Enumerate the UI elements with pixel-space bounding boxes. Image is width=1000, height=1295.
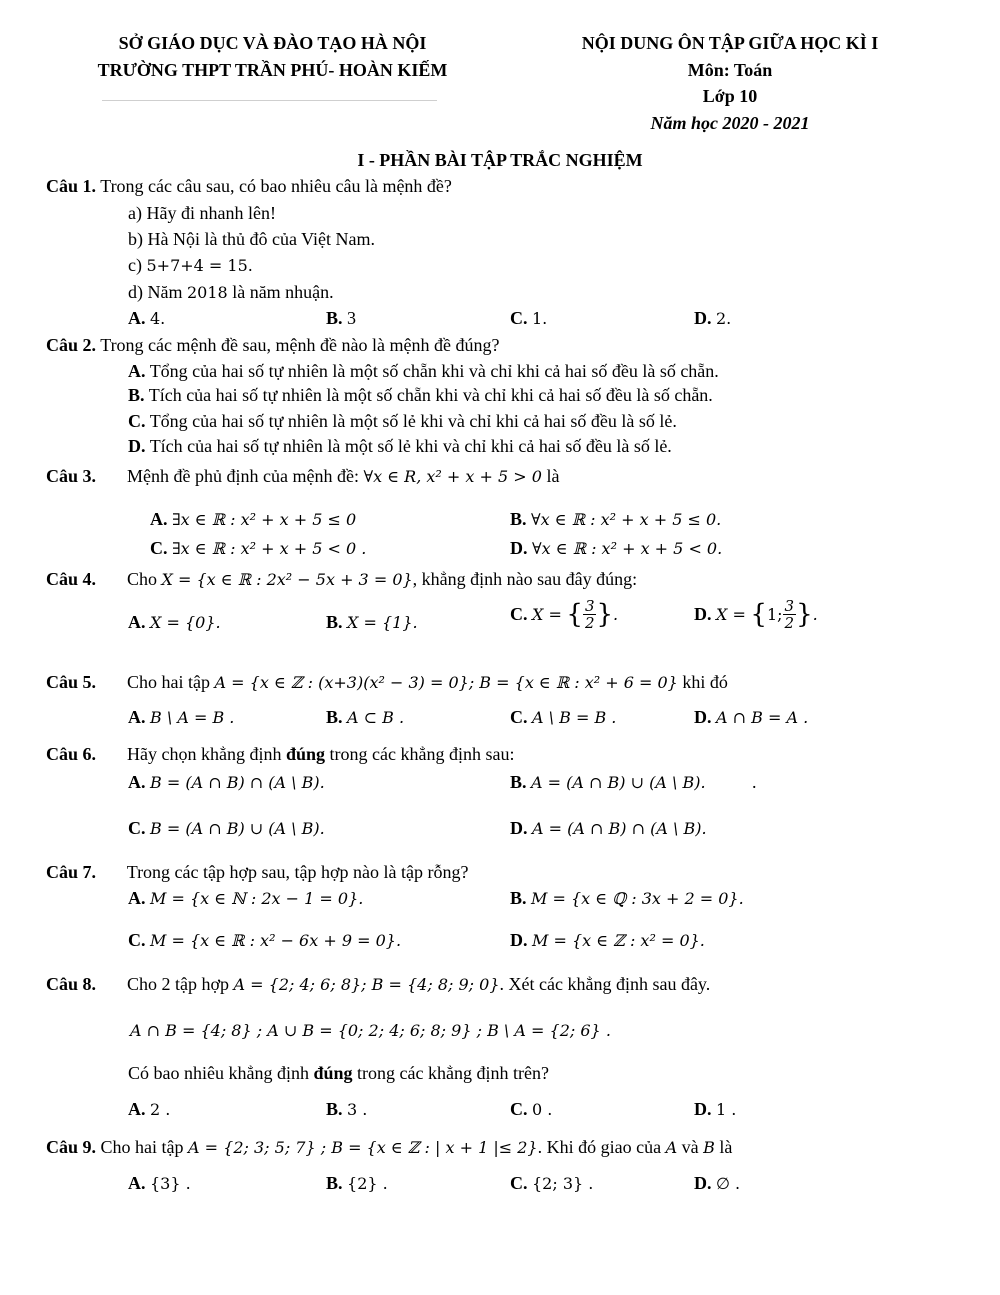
question-text: Cho	[127, 569, 158, 589]
option-text: A ∩ B = A .	[716, 708, 809, 727]
q6-option-c: C. B = (A ∩ B) ∪ (A \ B).	[128, 818, 325, 838]
option-text: ∃x ∈ ℝ : x² + x + 5 ≤ 0	[172, 510, 357, 529]
q1-item-b: b) Hà Nội là thủ đô của Việt Nam.	[128, 229, 376, 249]
set-a: A = {x ∈ ℤ : (x+3)(x² − 3) = 0}	[214, 673, 469, 692]
q1-option-b: B. 3	[326, 308, 357, 328]
question-label: Câu 9.	[46, 1137, 97, 1157]
q5-option-c: C. A \ B = B .	[510, 707, 617, 727]
item-suffix: là năm nhuận.	[232, 282, 334, 302]
fraction: $\frac{3}{2}$	[584, 597, 595, 632]
option-text: X = {0}.	[150, 613, 221, 632]
q6-option-b: B. A = (A ∩ B) ∪ (A \ B).	[510, 772, 706, 792]
option-text: Tổng của hai số tự nhiên là một số chẵn khi và chỉ khi cả hai số đều là số chẵn.	[149, 361, 719, 381]
option-text: 0 .	[532, 1100, 553, 1119]
q2-option-d: D. Tích của hai số tự nhiên là một số lẻ khi và chỉ khi cả hai số đều là số lẻ.	[128, 436, 672, 456]
question-9	[46, 1137, 732, 1158]
conjunction: và	[681, 1137, 699, 1157]
math-expression: A = {2; 3; 5; 7} ; B = {x ∈ ℤ : | x + 1 |≤ 2}	[188, 1138, 538, 1157]
option-text: ∀x ∈ ℝ : x² + x + 5 ≤ 0.	[531, 510, 722, 529]
question-label: Câu 1.	[46, 176, 97, 196]
option-text: Tích của hai số tự nhiên là một số chẵn khi và chỉ khi cả hai số đều là số chẵn.	[148, 385, 713, 405]
option-text: {3} .	[150, 1174, 191, 1193]
q3-option-c: C. ∃x ∈ ℝ : x² + x + 5 < 0 .	[150, 538, 367, 558]
option-text: Tổng của hai số tự nhiên là một số lẻ khi và chỉ khi cả hai số đều là số lẻ.	[149, 411, 677, 431]
department-name: SỞ GIÁO DỤC VÀ ĐÀO TẠO HÀ NỘI	[118, 33, 427, 53]
emphasis: đúng	[313, 1063, 353, 1083]
fraction: $\frac{3}{2}$	[784, 597, 795, 632]
q9-option-b: B. {2} .	[326, 1173, 388, 1193]
question-tail: . Xét các khẳng định sau đây.	[499, 974, 711, 994]
year: 2018	[186, 283, 228, 302]
question-2	[46, 335, 499, 356]
var-a: A	[665, 1138, 678, 1157]
option-text: M = {x ∈ ℤ : x² = 0}.	[532, 931, 705, 950]
option-text: 3 .	[347, 1100, 368, 1119]
question-tail: , khẳng định nào sau đây đúng:	[412, 569, 638, 589]
option-text: B = (A ∩ B) ∪ (A \ B).	[150, 819, 325, 838]
math-expression: X = {x ∈ ℝ : 2x² − 5x + 3 = 0}	[161, 570, 413, 589]
emphasis: đúng	[285, 744, 326, 764]
question-label: Câu 5.	[46, 672, 97, 692]
question-5	[46, 672, 728, 693]
option-text: 1.	[532, 309, 548, 328]
question-text: Hãy chọn khẳng định	[127, 744, 282, 764]
question-text: Cho hai tập	[100, 1137, 184, 1157]
option-text: A = (A ∩ B) ∪ (A \ B).	[531, 773, 706, 792]
school-name: TRƯỜNG THPT TRẦN PHÚ- HOÀN KIẾM	[97, 60, 448, 80]
q3-option-d: D. ∀x ∈ ℝ : x² + x + 5 < 0.	[510, 538, 723, 558]
q9-option-c: C. {2; 3} .	[510, 1173, 594, 1193]
section-title: I - PHẦN BÀI TẬP TRẮC NGHIỆM	[357, 150, 643, 170]
q7-option-a: A. M = {x ∈ ℕ : 2x − 1 = 0}.	[128, 888, 364, 908]
question-label: Câu 7.	[46, 862, 97, 882]
question-label: Câu 3.	[46, 466, 97, 486]
q8-option-c: C. 0 .	[510, 1099, 553, 1119]
option-text: X = {1}.	[347, 613, 418, 632]
question-label: Câu 2.	[46, 335, 97, 355]
question-label: Câu 8.	[46, 974, 97, 994]
question-text: Mệnh đề phủ định của mệnh đề:	[127, 466, 359, 486]
math-expression: A ∩ B = {4; 8} ; A ∪ B = {0; 2; 4; 6; 8; 9} ; B \ A = {2; 6} .	[130, 1021, 611, 1040]
option-text: B \ A = B .	[150, 708, 235, 727]
option-text: M = {x ∈ ℝ : x² − 6x + 9 = 0}.	[150, 931, 402, 950]
question-4	[46, 569, 637, 590]
q8-option-a: A. 2 .	[128, 1099, 171, 1119]
q4-option-a: A. X = {0}.	[128, 612, 221, 632]
option-text: 3	[347, 308, 357, 328]
set-b: ; B = {x ∈ ℝ : x² + 6 = 0}	[468, 673, 678, 692]
prompt-text-end: trong các khẳng định trên?	[357, 1063, 549, 1083]
option-text: M = {x ∈ ℚ : 3x + 2 = 0}.	[531, 889, 744, 908]
q3-option-b: B. ∀x ∈ ℝ : x² + x + 5 ≤ 0.	[510, 509, 722, 529]
option-text: A \ B = B .	[532, 708, 617, 727]
option-text: {2; 3} .	[532, 1174, 594, 1193]
q8-option-d: D. 1 .	[694, 1099, 737, 1119]
question-7	[46, 862, 469, 883]
question-text: Trong các tập hợp sau, tập hợp nào là tập rỗng?	[126, 862, 469, 882]
q4-option-d: D. X = {1; $\frac{3}{2}$ }.	[694, 597, 818, 632]
math-expression: A = {2; 4; 6; 8}; B = {4; 8; 9; 0}	[233, 975, 500, 994]
question-tail: là	[546, 466, 560, 486]
q5-option-a: A. B \ A = B .	[128, 707, 235, 727]
question-6	[46, 744, 514, 765]
math-expression: ∀x ∈ R, x² + x + 5 > 0	[363, 467, 542, 486]
document-title: NỘI DUNG ÔN TẬP GIỮA HỌC KÌ I	[581, 33, 879, 53]
q1-option-a: A. 4.	[128, 308, 166, 328]
q1-option-d: D. 2.	[694, 308, 732, 328]
q5-option-d: D. A ∩ B = A .	[694, 707, 809, 727]
question-text-end: trong các khẳng định sau:	[329, 744, 515, 764]
header-divider	[102, 100, 437, 101]
q7-option-d: D. M = {x ∈ ℤ : x² = 0}.	[510, 930, 705, 950]
q8-claims	[130, 1020, 611, 1041]
question-text: Trong các mệnh đề sau, mệnh đề nào là mệnh đề đúng?	[100, 335, 500, 355]
option-text: A = (A ∩ B) ∩ (A \ B).	[532, 819, 707, 838]
option-text: ∅ .	[716, 1174, 741, 1193]
question-label: Câu 4.	[46, 569, 97, 589]
option-text: ∀x ∈ ℝ : x² + x + 5 < 0.	[532, 539, 723, 558]
question-text: Cho 2 tập hợp	[127, 974, 230, 994]
q1-item-d	[128, 282, 334, 303]
q4-option-b: B. X = {1}.	[326, 612, 418, 632]
option-text: B = (A ∩ B) ∩ (A \ B).	[150, 773, 325, 792]
stray-dot: .	[752, 772, 757, 792]
q7-option-b: B. M = {x ∈ ℚ : 3x + 2 = 0}.	[510, 888, 744, 908]
q6-option-a: A. B = (A ∩ B) ∩ (A \ B).	[128, 772, 325, 792]
q9-option-d: D. ∅ .	[694, 1173, 741, 1193]
item-prefix: c)	[128, 255, 142, 275]
q3-option-a: A. ∃x ∈ ℝ : x² + x + 5 ≤ 0	[150, 509, 357, 529]
option-text: 4.	[150, 309, 166, 328]
question-tail: . Khi đó giao của	[537, 1137, 662, 1157]
question-text: Trong các câu sau, có bao nhiêu câu là mệnh đề?	[100, 176, 452, 196]
school-year: Năm học 2020 - 2021	[650, 113, 810, 133]
question-3	[46, 466, 559, 487]
q4-option-c: C. X = { $\frac{3}{2}$ }.	[510, 597, 619, 632]
question-label: Câu 6.	[46, 744, 97, 764]
q9-option-a: A. {3} .	[128, 1173, 191, 1193]
q1-option-c: C. 1.	[510, 308, 548, 328]
q2-option-a: A. Tổng của hai số tự nhiên là một số chẵn khi và chỉ khi cả hai số đều là số chẵn.	[128, 361, 719, 381]
q1-item-c	[128, 255, 253, 276]
prompt-text: Có bao nhiêu khẳng định	[128, 1063, 309, 1083]
option-text: Tích của hai số tự nhiên là một số lẻ khi và chỉ khi cả hai số đều là số lẻ.	[149, 436, 672, 456]
grade: Lớp 10	[702, 86, 758, 106]
question-1	[46, 176, 452, 197]
q2-option-b: B. Tích của hai số tự nhiên là một số chẵn khi và chỉ khi cả hai số đều là số chẵn.	[128, 385, 713, 405]
option-text: {2} .	[347, 1174, 388, 1193]
subject: Môn: Toán	[687, 60, 773, 80]
option-text: A ⊂ B .	[347, 708, 405, 727]
q6-option-d: D. A = (A ∩ B) ∩ (A \ B).	[510, 818, 707, 838]
question-tail: khi đó	[682, 672, 728, 692]
q2-option-c: C. Tổng của hai số tự nhiên là một số lẻ khi và chỉ khi cả hai số đều là số lẻ.	[128, 411, 677, 431]
question-text: Cho hai tập	[127, 672, 211, 692]
q8-option-b: B. 3 .	[326, 1099, 368, 1119]
option-text: ∃x ∈ ℝ : x² + x + 5 < 0 .	[172, 539, 367, 558]
math-expression: 5+7+4 = 15.	[146, 256, 253, 275]
option-text: M = {x ∈ ℕ : 2x − 1 = 0}.	[150, 889, 364, 908]
option-text: 2 .	[150, 1100, 171, 1119]
item-prefix: d) Năm	[128, 282, 183, 302]
q8-prompt	[128, 1063, 549, 1084]
question-8	[46, 974, 710, 995]
q1-item-a: a) Hãy đi nhanh lên!	[128, 203, 276, 223]
q5-option-b: B. A ⊂ B .	[326, 707, 405, 727]
option-text: 2.	[716, 309, 732, 328]
var-b: B	[703, 1138, 715, 1157]
q7-option-c: C. M = {x ∈ ℝ : x² − 6x + 9 = 0}.	[128, 930, 402, 950]
option-text: 1 .	[716, 1100, 737, 1119]
question-tail-end: là	[719, 1137, 733, 1157]
